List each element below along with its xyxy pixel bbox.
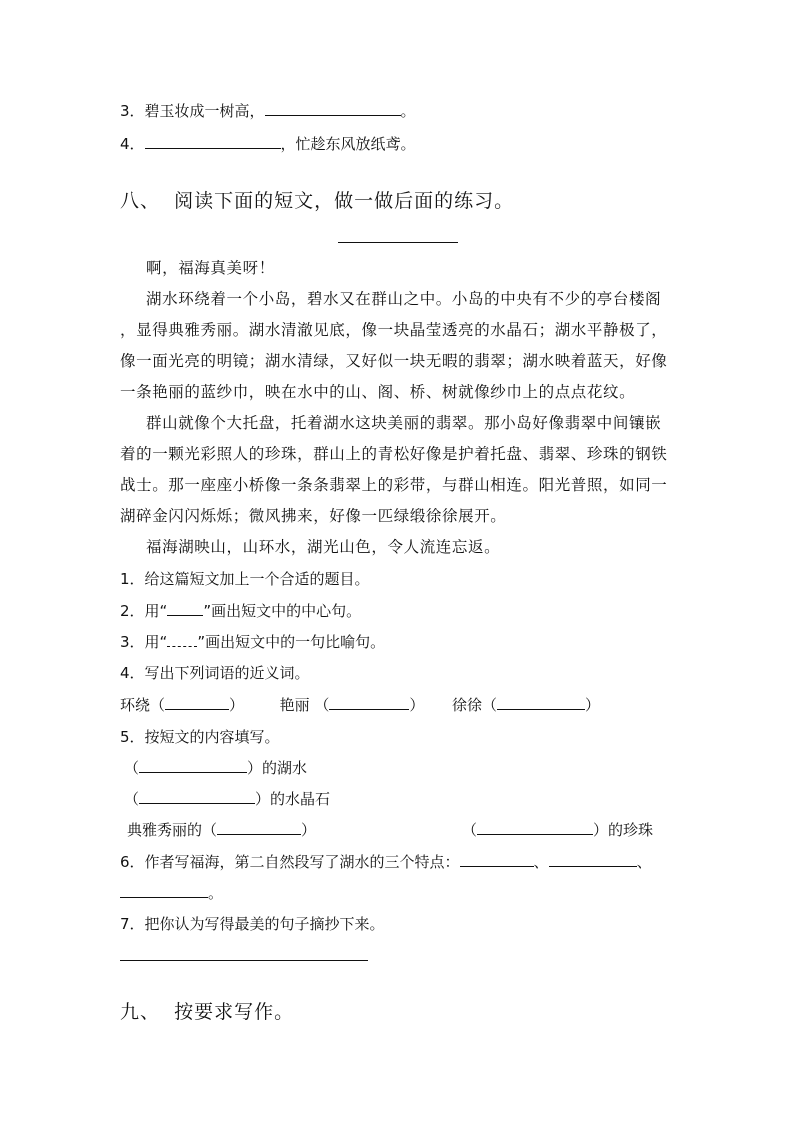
answer-blank[interactable] xyxy=(549,851,637,867)
separator: 、 xyxy=(533,853,549,871)
answer-blank[interactable] xyxy=(217,819,301,835)
answer-blank[interactable] xyxy=(265,100,401,116)
section-8-heading xyxy=(120,188,514,214)
word-2-label: 艳丽 （ xyxy=(279,696,330,714)
passage-title-blank[interactable] xyxy=(338,242,458,243)
open-paren: （ xyxy=(124,759,140,777)
item-4-text: ，忙趁东风放纸鸢。 xyxy=(280,135,416,153)
section-9-title: 按要求写作。 xyxy=(174,1001,295,1023)
wavy-line-sample xyxy=(167,631,197,647)
passage-paragraph-1: 啊，福海真美呀！ xyxy=(146,259,275,277)
item-4-number: 4． xyxy=(120,135,145,153)
question-2-text: ”画出短文中的中心句。 xyxy=(203,602,362,620)
passage-paragraph-2-line-1: 湖水环绕着一个小岛，碧水又在群山之中。小岛的中央有不少的亭台楼阁 xyxy=(146,290,662,308)
question-5-b xyxy=(124,788,330,810)
close-paren: ） xyxy=(409,696,425,714)
question-item-3 xyxy=(120,100,416,122)
question-5-a xyxy=(124,757,307,779)
section-8-number: 八、 xyxy=(120,190,161,212)
section-9-number: 九、 xyxy=(120,1001,161,1023)
answer-line[interactable] xyxy=(120,960,368,961)
close-paren: ） xyxy=(301,821,317,839)
answer-blank[interactable] xyxy=(460,851,534,867)
open-paren: （ xyxy=(462,821,478,839)
question-5-c-text: 典雅秀丽的（ xyxy=(127,821,218,839)
answer-blank[interactable] xyxy=(477,819,593,835)
question-5: 5．按短文的内容填写。 xyxy=(120,728,280,746)
question-4-words xyxy=(120,694,600,716)
passage-paragraph-3-line-4: 湖碎金闪闪烁烁；微风拂来，好像一匹绿缎徐徐展开。 xyxy=(120,507,507,525)
question-7: 7．把你认为写得最美的句子摘抄下来。 xyxy=(120,915,385,933)
passage-paragraph-3-line-2: 着的一颗光彩照人的珍珠，群山上的青松好像是护着托盘、翡翠、珍珠的钢铁 xyxy=(120,445,668,463)
reading-passage xyxy=(120,253,678,563)
question-1: 1．给这篇短文加上一个合适的题目。 xyxy=(120,570,370,588)
close-paren: ） xyxy=(229,696,245,714)
question-3-text: ”画出短文中的一句比喻句。 xyxy=(197,633,386,651)
question-2 xyxy=(120,600,361,622)
question-3 xyxy=(120,631,385,653)
item-3-text: 3．碧玉妆成一树高， xyxy=(120,102,265,120)
answer-blank[interactable] xyxy=(139,788,255,804)
separator: 、 xyxy=(636,853,652,871)
open-paren: （ xyxy=(124,790,140,808)
question-5-c xyxy=(127,819,316,841)
passage-paragraph-2-line-2: ，显得典雅秀丽。湖水清澈见底，像一块晶莹透亮的水晶石；湖水平静极了， xyxy=(120,321,668,339)
question-3-prefix: 3．用“ xyxy=(120,633,168,651)
question-5-d-text: ）的珍珠 xyxy=(593,821,654,839)
section-9-heading xyxy=(120,999,294,1025)
word-3-label: 徐徐（ xyxy=(451,696,497,714)
passage-paragraph-4: 福海湖映山，山环水，湖光山色，令人流连忘返。 xyxy=(146,538,501,556)
section-8-title: 阅读下面的短文，做一做后面的练习。 xyxy=(174,190,515,212)
passage-paragraph-3-line-1: 群山就像个大托盘，托着湖水这块美丽的翡翠。那小岛好像翡翠中间镶嵌 xyxy=(146,414,662,432)
question-6-cont xyxy=(120,882,223,904)
period: 。 xyxy=(208,884,224,902)
question-4: 4．写出下列词语的近义词。 xyxy=(120,664,310,682)
answer-blank[interactable] xyxy=(165,694,229,710)
question-5-d xyxy=(462,819,653,841)
item-3-suffix: 。 xyxy=(400,102,416,120)
passage-paragraph-2-line-4: 一条艳丽的蓝纱巾，映在水中的山、阁、桥、树就像纱巾上的点点花纹。 xyxy=(120,383,636,401)
question-5-a-text: ）的湖水 xyxy=(247,759,308,777)
close-paren: ） xyxy=(584,696,600,714)
solid-line-sample xyxy=(167,600,203,616)
passage-paragraph-3-line-3: 战士。那一座座小桥像一条条翡翠上的彩带，与群山相连。阳光普照，如同一 xyxy=(120,476,668,494)
word-1-label: 环绕（ xyxy=(120,696,166,714)
question-2-prefix: 2．用“ xyxy=(120,602,168,620)
question-6-text: 6．作者写福海，第二自然段写了湖水的三个特点： xyxy=(120,853,460,871)
answer-blank[interactable] xyxy=(145,133,281,149)
question-5-b-text: ）的水晶石 xyxy=(255,790,331,808)
answer-blank[interactable] xyxy=(120,882,208,898)
passage-paragraph-2-line-3: 像一面光亮的明镜；湖水清绿，又好似一块无暇的翡翠；湖水映着蓝天，好像 xyxy=(120,352,668,370)
question-6 xyxy=(120,851,652,873)
answer-blank[interactable] xyxy=(139,757,247,773)
answer-blank[interactable] xyxy=(329,694,409,710)
question-item-4 xyxy=(120,133,416,155)
answer-blank[interactable] xyxy=(497,694,585,710)
